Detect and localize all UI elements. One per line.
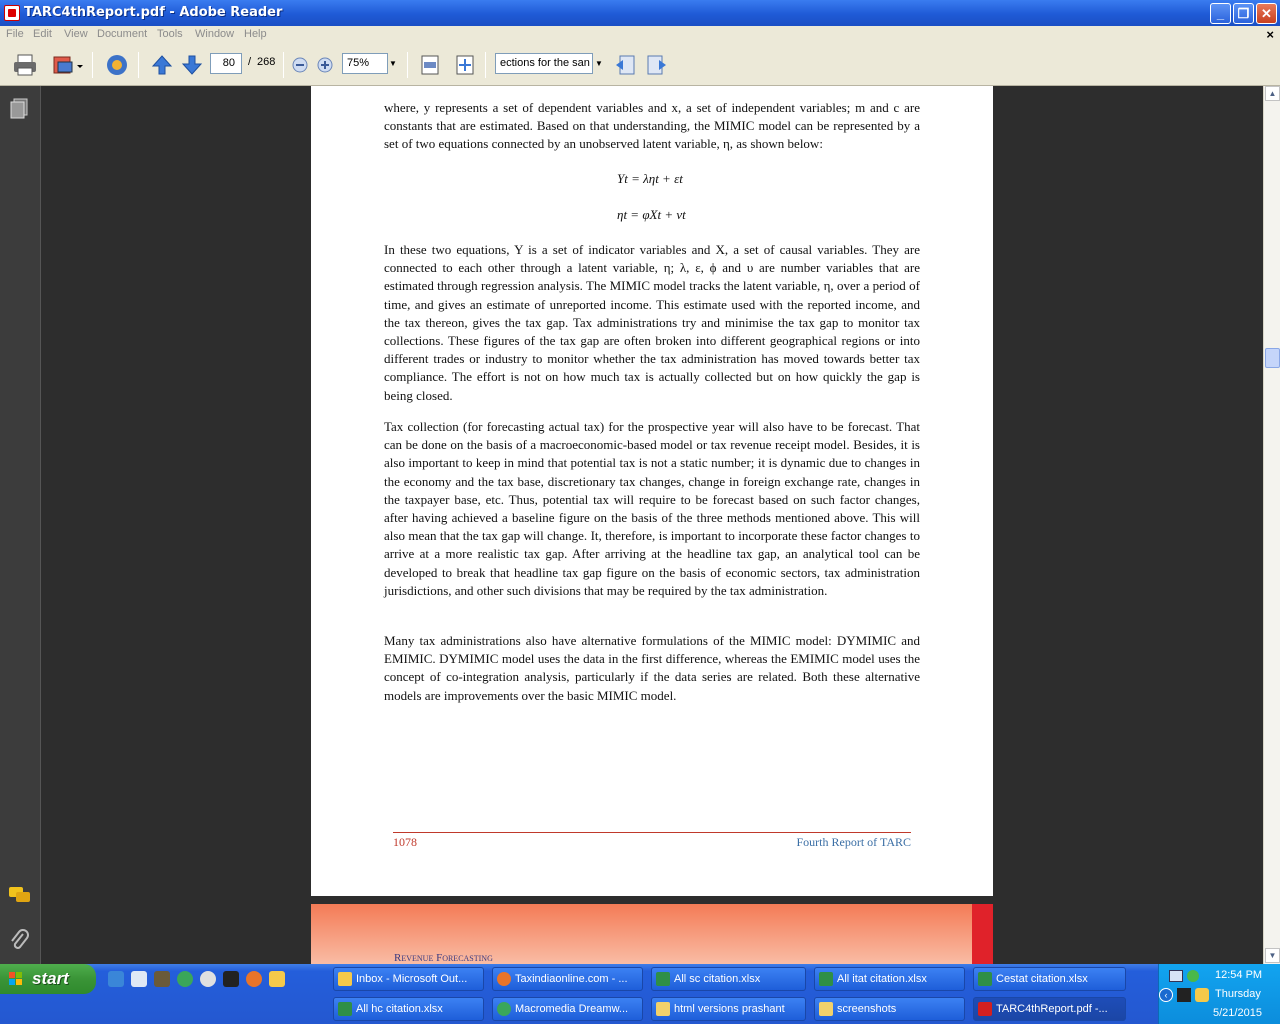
vertical-scrollbar[interactable] bbox=[1263, 86, 1280, 964]
menu-window[interactable]: Window bbox=[195, 28, 235, 40]
taskbar-item-dreamweaver[interactable]: Macromedia Dreamw... bbox=[492, 997, 643, 1021]
attachments-icon[interactable] bbox=[8, 928, 30, 952]
folder-icon bbox=[656, 1002, 670, 1016]
taskbar-item-hc-citation[interactable]: All hc citation.xlsx bbox=[333, 997, 484, 1021]
restore-button[interactable]: ❐ bbox=[1233, 3, 1254, 24]
footer-title: Fourth Report of TARC bbox=[796, 835, 911, 849]
network-icon[interactable] bbox=[1169, 970, 1183, 982]
taskbar-item-sc-citation[interactable]: All sc citation.xlsx bbox=[651, 967, 806, 991]
toolbar bbox=[0, 44, 1280, 86]
scroll-up-icon[interactable]: ▲ bbox=[1265, 86, 1280, 101]
toolbar-separator bbox=[283, 52, 284, 78]
mail-tray-icon[interactable] bbox=[1195, 988, 1209, 1002]
pdf-icon bbox=[978, 1002, 992, 1016]
previous-page-icon[interactable] bbox=[150, 53, 174, 77]
zoom-dropdown-icon[interactable]: ▼ bbox=[389, 59, 397, 68]
menu-tools[interactable]: Tools bbox=[157, 28, 183, 40]
taskbar-item-html-versions[interactable]: html versions prashant bbox=[651, 997, 806, 1021]
excel-icon bbox=[819, 972, 833, 986]
taskbar bbox=[0, 964, 1280, 1024]
running-head: Revenue Forecasting bbox=[394, 952, 493, 964]
toolbar-separator bbox=[92, 52, 93, 78]
paragraph-3: Tax collection (for forecasting actual tax) for the prospective year will also have to be forecast. That can be done on the basis of a macroeconomic-based model or tax revenue receipt model. Besides, it is also important to keep in mind that potential tax is not a static number; it is dynamic due to changes in the economy and the tax base, discretionary tax changes, change in foreign exchange rate, changes in the taxpayer base, etc. Thus, potential tax will require to be forecast based on such factor changes, after having achieved a baseline figure on the basis of the three methods mentioned above. This will also mean that the tax gap will change. It, therefore, is important to incorporate these factor changes to arrive at a more realistic tax gap. After arriving at the headline tax gap, an analytical tool can be developed to break that headline tax gap figure on the basis of economic sectors, tax administration jurisdictions, and other such divisions that may be required by the tax administration. bbox=[384, 419, 920, 598]
menu-file[interactable]: File bbox=[6, 28, 24, 40]
footer-page-number: 1078 bbox=[393, 835, 417, 849]
menu-view[interactable]: View bbox=[64, 28, 88, 40]
search-dropdown-icon[interactable]: ▼ bbox=[595, 59, 603, 68]
folder-icon bbox=[819, 1002, 833, 1016]
taskbar-item-outlook[interactable]: Inbox - Microsoft Out... bbox=[333, 967, 484, 991]
fit-width-icon[interactable] bbox=[418, 53, 442, 77]
outlook-quicklaunch-icon[interactable] bbox=[131, 971, 147, 987]
pages-icon[interactable] bbox=[9, 98, 29, 120]
toolbar-separator bbox=[138, 52, 139, 78]
document-view[interactable] bbox=[41, 86, 1263, 964]
zoom-input[interactable]: 75% bbox=[342, 53, 388, 74]
navigation-panel bbox=[0, 86, 41, 964]
title-bar bbox=[0, 0, 1280, 26]
comments-icon[interactable] bbox=[8, 886, 32, 906]
system-tray bbox=[1158, 964, 1280, 1024]
taskbar-item-cestat-citation[interactable]: Cestat citation.xlsx bbox=[973, 967, 1126, 991]
toolbar-separator bbox=[485, 52, 486, 78]
paragraph-4: Many tax administrations also have alternative formulations of the MIMIC model: DYMIMIC and EMIMIC. DYMIMIC model uses the data in the first difference, whereas the EMIMIC model uses the concept of co-integration analysis, particularly if the data series are related. Both these alternative models are improvements over the basic MIMIC model. bbox=[384, 633, 920, 703]
excel-icon bbox=[978, 972, 992, 986]
equation-2: ηt = φXt + νt bbox=[617, 207, 686, 222]
dreamweaver-quicklaunch-icon[interactable] bbox=[177, 971, 193, 987]
taskbar-item-itat-citation[interactable]: All itat citation.xlsx bbox=[814, 967, 965, 991]
paragraph-1: where, y represents a set of dependent variables and x, a set of independent variables; m and c are constants that are estimated. Based on that understanding, the MIMIC model can be represented by a set of two equations connected by an unobserved latent variable, η, as shown below: bbox=[384, 100, 920, 152]
scroll-thumb[interactable] bbox=[1265, 348, 1280, 368]
media-player-icon[interactable] bbox=[200, 971, 216, 987]
outlook-icon bbox=[338, 972, 352, 986]
document-close-button[interactable]: × bbox=[1266, 27, 1274, 42]
window-title: TARC4thReport.pdf - Adobe Reader bbox=[24, 5, 283, 20]
taskbar-item-adobe-reader[interactable]: TARC4thReport.pdf -... bbox=[973, 997, 1126, 1021]
ie-icon[interactable] bbox=[108, 971, 124, 987]
show-hidden-icons-icon[interactable]: ‹ bbox=[1159, 988, 1173, 1002]
next-page-icon[interactable] bbox=[180, 53, 204, 77]
menu-help[interactable]: Help bbox=[244, 28, 267, 40]
print-icon[interactable] bbox=[12, 53, 38, 77]
clock-time[interactable]: 12:54 PM bbox=[1215, 969, 1263, 981]
adobe-reader-icon bbox=[4, 5, 20, 21]
taskbar-item-screenshots[interactable]: screenshots bbox=[814, 997, 965, 1021]
toolbar-separator bbox=[407, 52, 408, 78]
excel-icon bbox=[338, 1002, 352, 1016]
flash-tray-icon[interactable] bbox=[1177, 988, 1191, 1002]
page-separator: / bbox=[248, 56, 252, 68]
start-button[interactable] bbox=[0, 964, 96, 994]
collaborate-icon[interactable] bbox=[104, 53, 130, 77]
menu-edit[interactable]: Edit bbox=[33, 28, 52, 40]
firefox-icon bbox=[497, 972, 511, 986]
mail-icon[interactable] bbox=[269, 971, 285, 987]
firefox-icon[interactable] bbox=[246, 971, 262, 987]
footer-rule bbox=[393, 832, 911, 833]
clock-date: 5/21/2015 bbox=[1213, 1007, 1262, 1019]
print-dropdown-icon[interactable] bbox=[50, 53, 84, 77]
windows-flag-icon bbox=[9, 972, 23, 986]
utility-icon[interactable] bbox=[154, 971, 170, 987]
excel-icon bbox=[656, 972, 670, 986]
find-previous-icon[interactable] bbox=[613, 53, 637, 77]
clock-day: Thursday bbox=[1215, 988, 1261, 1000]
find-next-icon[interactable] bbox=[645, 53, 669, 77]
taskbar-item-firefox[interactable]: Taxindiaonline.com - ... bbox=[492, 967, 643, 991]
close-button[interactable]: ✕ bbox=[1256, 3, 1277, 24]
page-number-input[interactable]: 80 bbox=[210, 53, 242, 74]
menu-bar bbox=[0, 26, 1280, 44]
status-icon[interactable] bbox=[1187, 970, 1199, 982]
start-label: start bbox=[32, 969, 69, 988]
fit-page-icon[interactable] bbox=[453, 53, 477, 77]
scroll-down-icon[interactable]: ▼ bbox=[1265, 948, 1280, 963]
paragraph-2: In these two equations, Y is a set of indicator variables and X, a set of causal variables. They are connected to each other through a latent variable, η; λ, ε, ϕ and υ are number variables that are estimated through regression analysis. The MIMIC model tracks the latent variable, η, over a period of time, and gives an estimate of unreported income. This estimate used with the reported income, and the tax thereon, gives the tax gap. Tax administrations try and minimise the tax gap to monitor tax collections. These figures of the tax gap are often broken into different geographical regions or into different trades or industry to monitor whether the tax administration has moved towards better tax compliance. The effort is not on how much tax is actually collected but on how quickly the gap is being closed. bbox=[384, 242, 920, 403]
search-input[interactable]: ections for the san bbox=[495, 53, 593, 74]
equation-1: Yt = ληt + εt bbox=[617, 171, 683, 186]
next-pdf-page bbox=[311, 904, 993, 964]
menu-document[interactable]: Document bbox=[97, 28, 148, 40]
zoom-in-icon[interactable] bbox=[316, 56, 334, 80]
page-color-band bbox=[972, 904, 993, 964]
minimize-button[interactable]: _ bbox=[1210, 3, 1231, 24]
pdf-page bbox=[311, 86, 993, 896]
flash-icon[interactable] bbox=[223, 971, 239, 987]
zoom-out-icon[interactable] bbox=[291, 56, 309, 80]
page-total: 268 bbox=[257, 56, 276, 68]
dreamweaver-icon bbox=[497, 1002, 511, 1016]
